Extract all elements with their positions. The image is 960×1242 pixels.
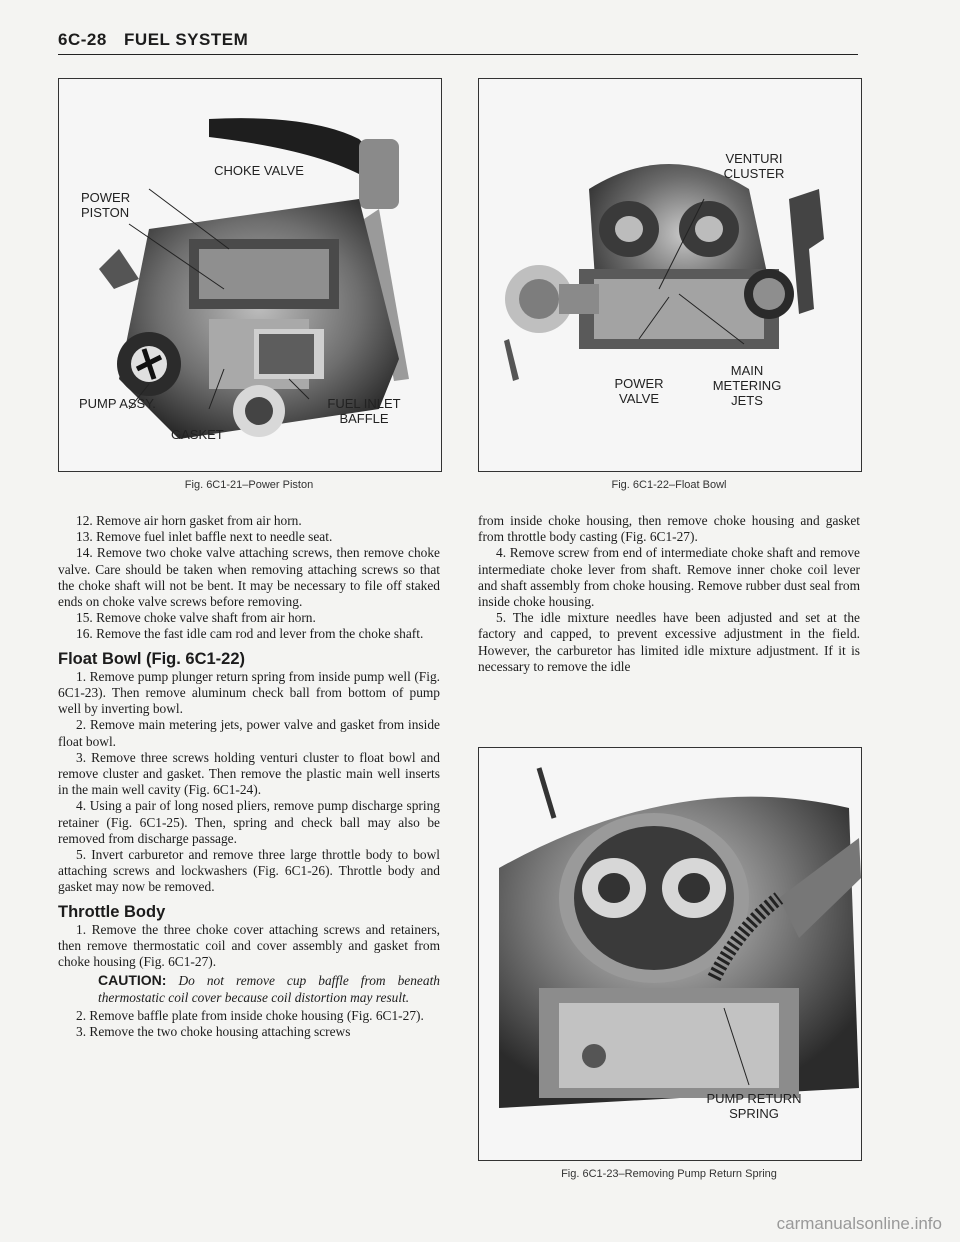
right-text-column — [478, 513, 860, 675]
caption-fig-21: Fig. 6C1-21–Power Piston — [184, 479, 314, 491]
watermark: carmanualsonline.info — [776, 1214, 942, 1233]
label-venturi-cluster: VENTURI CLUSTER — [723, 151, 785, 181]
heading-float-bowl: Float Bowl (Fig. 6C1-22) — [58, 649, 246, 668]
step-a-15: 15. Remove choke valve shaft from air horn. — [76, 610, 316, 626]
figure-power-piston — [58, 78, 442, 472]
carburetor-photo-2 — [479, 79, 861, 471]
right-step-4: 4. Remove screw from end of intermediate choke shaft and remove intermediate choke lever from shaft. Remove inner choke coil lever and shaft assembly from choke housing. Remove rubber dust seal from inside choke housing. — [478, 545, 860, 610]
step-b-5: 5. Invert carburetor and remove three large throttle body to bowl attaching screws and lockwashers (Fig. 6C1-26). Throttle body and gasket may now be removed. — [58, 847, 440, 895]
label-pump-assy: PUMP ASSY. — [79, 396, 156, 411]
step-b-2: 2. Remove main metering jets, power valve and gasket from inside float bowl. — [58, 717, 440, 749]
step-b-1: 1. Remove pump plunger return spring from inside pump well (Fig. 6C1-23). Then remove aluminum check ball from bottom of pump well by inverting bowl. — [58, 668, 440, 717]
figure-pump-return-spring — [478, 747, 862, 1161]
step-a-12: 12. Remove air horn gasket from air horn. — [76, 513, 302, 528]
right-step-5: 5. The idle mixture needles have been adjusted and set at the factory and capped, to prevent excessive adjustment in the field. However, the carburetor has limited idle mixture adjustment. If it is necessary to remove the idle — [478, 610, 860, 674]
caption-fig-23: Fig. 6C1-23–Removing Pump Return Spring — [561, 1168, 777, 1180]
label-power-valve: POWER VALVE — [614, 376, 664, 406]
step-b-3: 3. Remove three screws holding venturi cluster to float bowl and remove cluster and gasket. Then remove the plastic main well inserts in the main well cavity (Fig. 6C1-24). — [58, 749, 440, 798]
step-c-1: 1. Remove the three choke cover attaching screws and retainers, then remove thermostatic coil and cover assembly and gasket from choke housing (Fig. 6C1-27). — [58, 921, 440, 970]
figure-float-bowl — [478, 78, 862, 472]
step-a-16: 16. Remove the fast idle cam rod and lever from the choke shaft. — [76, 626, 424, 642]
section-title: FUEL SYSTEM — [124, 30, 249, 49]
label-choke-valve: CHOKE VALVE — [214, 163, 304, 178]
caution-note — [98, 972, 440, 1005]
step-a-14: 14. Remove two choke valve attaching screws, then remove choke valve. Care should be taken when removing attaching screws so that the choke shaft will not be bent. It may be necessary to file off staked ends on choke valve screws before removing. — [58, 545, 440, 610]
label-main-metering-jets: MAIN METERING JETS — [712, 363, 782, 408]
left-text-column — [58, 513, 440, 1040]
page-number: 6C-28 — [58, 30, 107, 49]
label-gasket: GASKET — [171, 427, 224, 442]
label-pump-return-spring: PUMP RETURN SPRING — [706, 1091, 802, 1121]
caption-fig-22: Fig. 6C1-22–Float Bowl — [611, 479, 727, 491]
label-power-piston: POWER PISTON — [81, 190, 131, 220]
caution-text: Do not remove cup baffle from beneath thermostatic coil cover because coil distortion may result. — [98, 973, 440, 1005]
heading-throttle-body: Throttle Body — [58, 902, 166, 921]
step-b-4: 4. Using a pair of long nosed pliers, remove pump discharge spring retainer (Fig. 6C1-25). Then, spring and check ball may also be removed from discharge passage. — [58, 798, 440, 846]
step-a-13: 13. Remove fuel inlet baffle next to needle seat. — [76, 529, 333, 545]
page-header — [58, 30, 858, 55]
right-continuation: from inside choke housing, then remove choke housing and gasket from throttle body casting (Fig. 6C1-27). — [478, 513, 860, 545]
label-fuel-inlet-baffle: FUEL INLET BAFFLE — [327, 396, 401, 426]
step-d-2: 2. Remove baffle plate from inside choke housing (Fig. 6C1-27). — [76, 1007, 424, 1023]
caution-label: CAUTION: — [98, 972, 167, 989]
step-d-3: 3. Remove the two choke housing attaching screws — [76, 1024, 351, 1040]
